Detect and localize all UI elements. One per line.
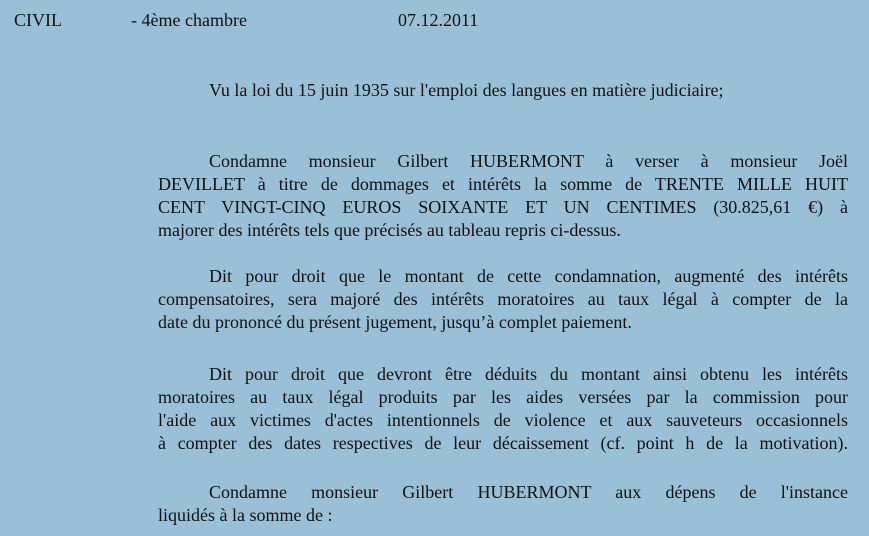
- case-category: CIVIL: [14, 10, 62, 30]
- text-line: DEVILLET à titre de dommages et intérêts la somme de TRENTE MILLE HUIT: [158, 174, 848, 194]
- text-line: compensatoires, sera majoré des intérêts moratoires au taux légal à compter de la: [158, 289, 848, 309]
- text-line: date du prononcé du présent jugement, jusqu’à complet paiement.: [158, 312, 632, 332]
- judgment-date: 07.12.2011: [398, 10, 479, 30]
- text-line: Dit pour droit que le montant de cette condamnation, augmenté des intérêts: [209, 266, 848, 286]
- text-line: Condamne monsieur Gilbert HUBERMONT aux dépens de l'instance: [209, 482, 848, 502]
- text-line: Condamne monsieur Gilbert HUBERMONT à verser à monsieur Joël: [209, 151, 848, 171]
- text-line: liquidés à la somme de :: [158, 505, 333, 525]
- text-line: Dit pour droit que devront être déduits du montant ainsi obtenu les intérêts: [209, 364, 848, 384]
- text-line: moratoires au taux légal produits par les aides versées par la commission pour: [158, 387, 848, 407]
- text-line: majorer des intérêts tels que précisés au tableau repris ci-dessus.: [158, 220, 621, 240]
- text-line: Vu la loi du 15 juin 1935 sur l'emploi des langues en matière judiciaire;: [209, 80, 724, 100]
- text-line: CENT VINGT-CINQ EUROS SOIXANTE ET UN CENTIMES (30.825,61 €) à: [158, 197, 848, 217]
- chamber-label: - 4ème chambre: [131, 10, 247, 30]
- text-line: à compter des dates respectives de leur décaissement (cf. point h de la motivation).: [158, 433, 848, 453]
- text-line: l'aide aux victimes d'actes intentionnels de violence et aux sauveteurs occasionnels: [158, 410, 848, 430]
